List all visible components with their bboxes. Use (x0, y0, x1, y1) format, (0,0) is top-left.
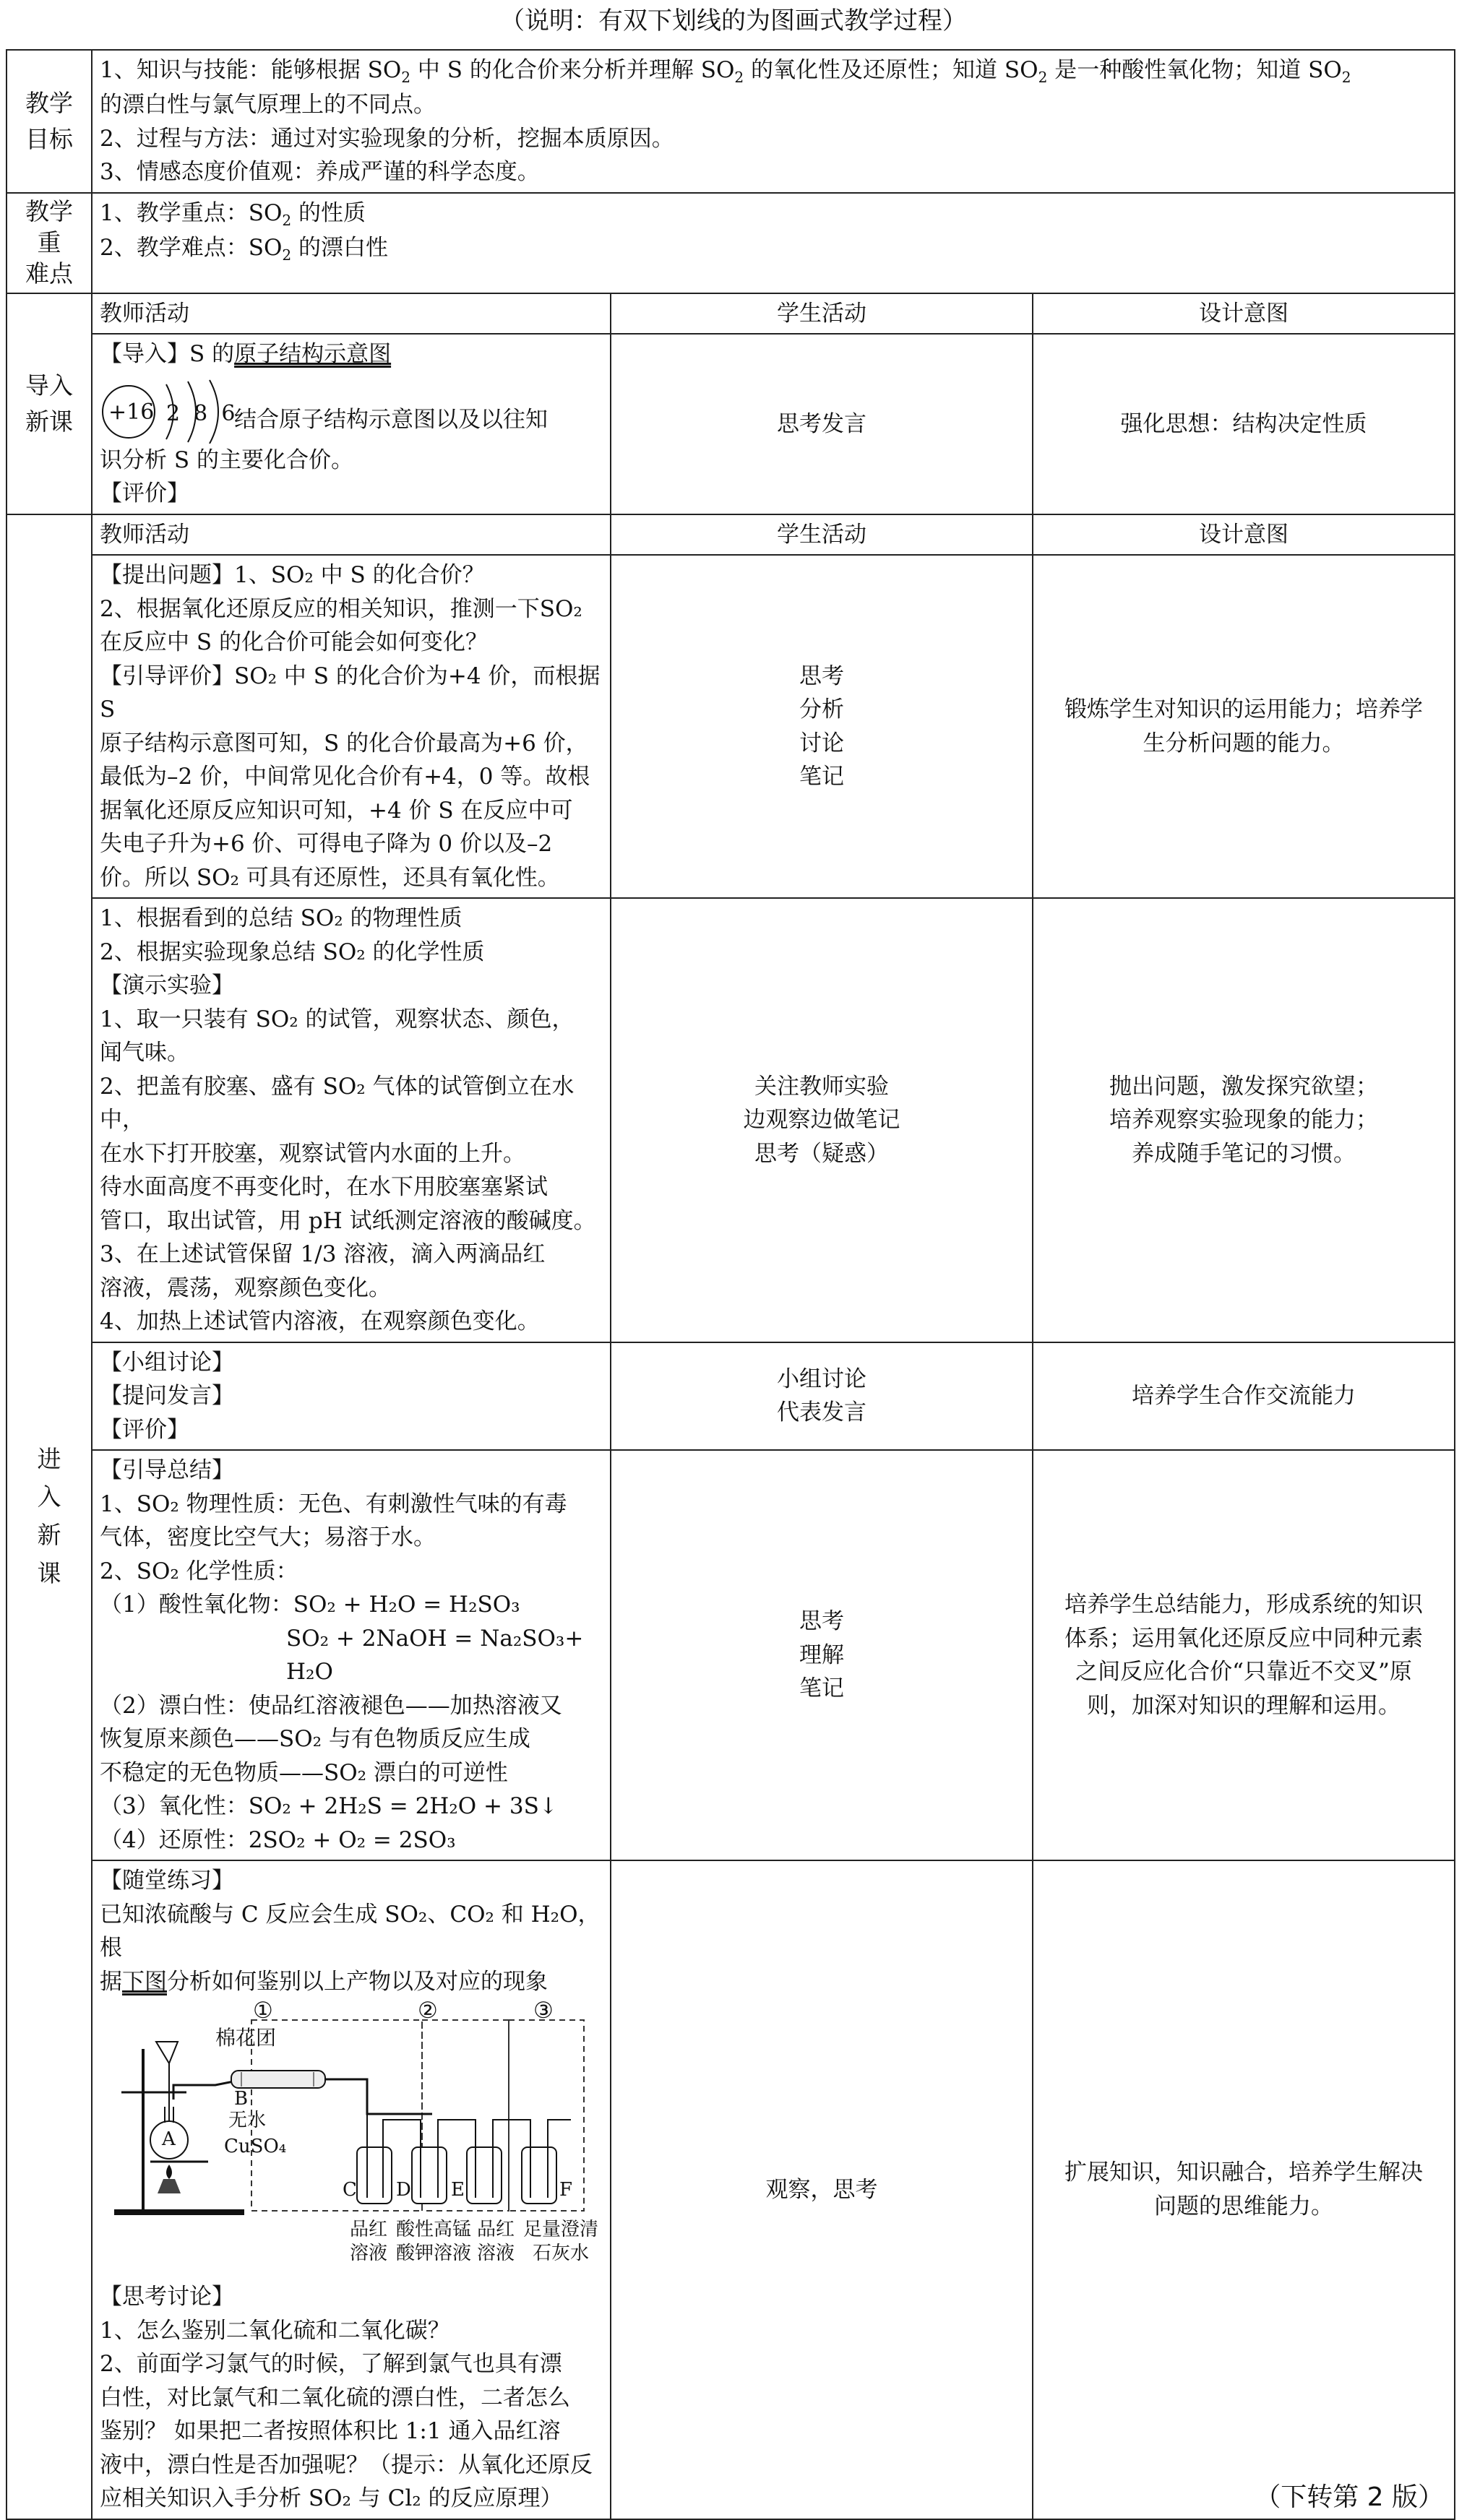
header-student: 学生活动 (611, 293, 1033, 335)
key-point: 1、教学重点：$SO_2$ 的性质 (100, 199, 366, 230)
keypoints-content (92, 193, 1455, 293)
intro-task-text: 结合原子结构示意图以及以往知 (234, 406, 548, 433)
intro-student: 思考发言 (611, 334, 1033, 514)
page-note: （说明：有双下划线的为图画式教学过程） (500, 7, 967, 35)
continued-note: （下转第 2 版） (1255, 2482, 1445, 2512)
box-label-3: ③ (533, 1998, 554, 2024)
intro-header-row (7, 293, 1455, 335)
summary-teacher: 【引导总结】 1、SO₂ 物理性质：无色、有刺激性气味的有毒 气体，密度比空气大；易溶于水。 2、SO₂ 化学性质： （1）酸性氧化物：SO₂ + H₂O = H₂SO₃ SO₂ + 2NaOH = Na₂SO₃+ H₂O （2）漂白性：使品红溶液褪色——加热溶液又 恢复原来颜色——SO₂ 与有色物质反应生成 不稳定的无色物质——SO₂ 漂白的可逆性 （3）氧化性：SO₂ + 2H₂S = 2H₂O + 3S↓ （4）还原性：2SO₂ + O₂ = 2SO₃ (92, 1450, 611, 1860)
experiment-student: 关注教师实验 边观察边做笔记 思考（疑惑） (611, 898, 1033, 1342)
question-student: 思考 分析 讨论 笔记 (611, 555, 1033, 898)
cuso4-label-2: CuSO₄ (224, 2136, 287, 2158)
bottle-label-2: 酸性高锰 酸钾溶液 (396, 2219, 472, 2264)
header-student-2: 学生活动 (611, 514, 1033, 556)
header-teacher: 教师活动 (92, 293, 611, 335)
question-row (7, 555, 1455, 898)
intro-row (7, 334, 1455, 514)
practice-student: 观察，思考 (611, 1860, 1033, 2519)
bottle-label-4: 足量澄清 石灰水 (523, 2219, 599, 2264)
experiment-design: 抛出问题，激发探究欲望； 培养观察实验现象的能力； 养成随手笔记的习惯。 (1033, 898, 1455, 1342)
summary-design: 培养学生总结能力，形成系统的知识 体系；运用氧化还原反应中同种元素 之间反应化合价“只靠近不交叉”原 则，加深对知识的理解和运用。 (1033, 1450, 1455, 1860)
discussion-row (7, 1342, 1455, 1451)
cotton-label: 棉花团 (215, 2026, 277, 2050)
experiment-teacher: 1、根据看到的总结 SO₂ 的物理性质 2、根据实验现象总结 SO₂ 的化学性质 【演示实验】 1、取一只装有 SO₂ 的试管，观察状态、颜色， 闻气味。 2、把盖有胶塞、盛有 SO₂ 气体的试管倒立在水中， 在水下打开胶塞，观察试管内水面的上升。 待水面高度不再变化时，在水下用胶塞塞紧试 管口，取出试管，用 pH 试纸测定溶液的酸碱度。 3、在上述试管保留 1/3 溶液，滴入两滴品红 溶液，震荡，观察颜色变化。 4、加热上述试管内溶液，在观察颜色变化。 (92, 898, 611, 1342)
intro-label: 导入 新课 (7, 293, 92, 514)
apparatus-figure (100, 1998, 603, 2280)
summary-row (7, 1450, 1455, 1860)
bottle-label-3: 品红 溶液 (477, 2219, 515, 2264)
objectives-row (7, 50, 1455, 193)
intro-design: 强化思想：结构决定性质 (1033, 334, 1455, 514)
header-design-2: 设计意图 (1033, 514, 1455, 556)
box-label-2: ② (418, 1998, 438, 2024)
new-lesson-label: 进 入 新 课 (7, 514, 92, 2519)
practice-teacher: 【随堂练习】 已知浓硫酸与 C 反应会生成 SO₂、CO₂ 和 H₂O，根 据下图分析如何鉴别以上产物以及对应的现象 ① ② ③ 棉花团 A B 无水 CuSO₄ C D E F 品红 溶液 酸性高锰 酸钾溶液 品红 溶液 足量澄清 石灰水 【思考讨论】 1、怎么鉴别二氧化硫和二氧化碳？ 2、前面学习氯气的时候，了解到氯气也具有漂 白性，对比氯气和二氧化硫的漂白性，二者怎么 鉴别？ 如果把二者按照体积比 1:1 通入品红溶 液中，漂白性是否加强呢？（提示：从氧化还原反 应相关知识入手分析 SO₂ 与 Cl₂ 的反应原理） (92, 1860, 611, 2519)
objective-1-cont: 的漂白性与氯气原理上的不同点。 (100, 92, 436, 118)
discussion-design: 培养学生合作交流能力 (1033, 1342, 1455, 1451)
label-F: F (559, 2179, 573, 2201)
label-E: E (451, 2179, 465, 2201)
label-D: D (396, 2179, 411, 2201)
label-B: B (234, 2088, 249, 2110)
discussion-teacher: 【小组讨论】 【提问发言】 【评价】 (92, 1342, 611, 1451)
difficult-point: 2、教学难点：$SO_2$ 的漂白性 (100, 235, 389, 264)
label-C: C (343, 2179, 357, 2201)
label-A: A (162, 2128, 176, 2151)
header-design: 设计意图 (1033, 293, 1455, 335)
atomic-diagram-link-text: 原子结构示意图 (234, 341, 392, 368)
lesson-plan-table (6, 49, 1455, 2520)
experiment-row (7, 898, 1455, 1342)
sulfur-atom-diagram (100, 374, 603, 444)
summary-student: 思考 理解 笔记 (611, 1450, 1033, 1860)
question-teacher: 【提出问题】1、SO₂ 中 S 的化合价？ 2、根据氧化还原反应的相关知识，推测一下SO₂ 在反应中 S 的化合价可能会如何变化？ 【引导评价】SO₂ 中 S 的化合价为+4 价，而根据 S 原子结构示意图可知，S 的化合价最高为+6 价， 最低为–2 价，中间常见化合价有+4，0 等。故根 据氧化还原反应知识可知，+4 价 S 在反应中可 失电子升为+6 价、可得电子降为 0 价以及–2 价。所以 SO₂ 可具有还原性，还具有氧化性。 (92, 555, 611, 898)
nucleus-charge: +16 (108, 399, 155, 425)
objectives-label: 教学 目标 (7, 50, 92, 193)
keypoints-row (7, 193, 1455, 293)
objective-2: 2、过程与方法：通过对实验现象的分析，挖掘本质原因。 (100, 125, 674, 152)
objectives-content (92, 50, 1455, 193)
discussion-student: 小组讨论 代表发言 (611, 1342, 1033, 1451)
new-header-row (7, 514, 1455, 556)
question-design: 锻炼学生对知识的运用能力；培养学 生分析问题的能力。 (1033, 555, 1455, 898)
electron-shells: 2 8 6 (166, 400, 236, 426)
cuso4-label-1: 无水 (228, 2110, 267, 2132)
practice-design: 扩展知识，知识融合，培养学生解决 问题的思维能力。 （下转第 2 版） (1033, 1860, 1455, 2519)
objective-1: 1、知识与技能：能够根据 $SO_2$ 中 S 的化合价来分析并理解 $SO_2$ 的氧化性及还原性；知道 $SO_2$ 是一种酸性氧化物；知道 $SO_2$ (100, 57, 1351, 87)
box-label-1: ① (253, 1998, 273, 2024)
objective-3: 3、情感态度价值观：养成严谨的科学态度。 (100, 159, 540, 186)
keypoints-label: 教学重 难点 (7, 193, 92, 293)
bottle-label-1: 品红 溶液 (350, 2219, 388, 2264)
header-teacher-2: 教师活动 (92, 514, 611, 556)
intro-teacher: 【导入】S 的原子结构示意图 +16 2 8 6 结合原子结构示意图以及以往知 识分析 S 的主要化合价。 【评价】 (92, 334, 611, 514)
practice-row (7, 1860, 1455, 2519)
